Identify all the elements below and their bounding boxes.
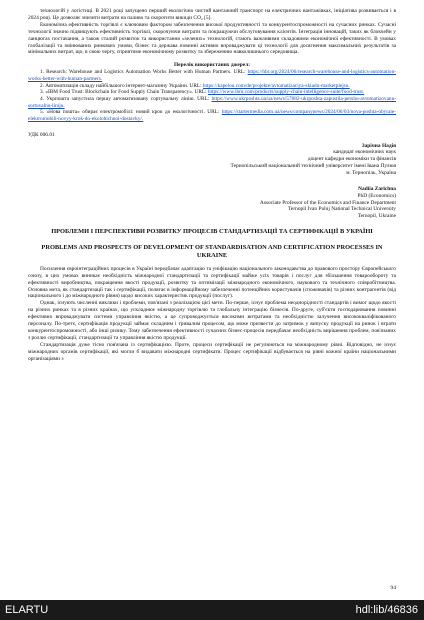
author-position-en: Associate Professor of the Economics and Finance Department	[259, 199, 396, 206]
author-degree-ua: кандидат економічних наук	[333, 149, 396, 156]
reference-item: 3. «IBM Food Trust: Blockchain for Food Supply Chain Transparency». URL: https://www.ibm.com/products/supply-chain-intelligence-suite/food-trust.	[40, 89, 365, 96]
paragraph: Посилення євроінтеграційних процесів в Україні передбачає адаптацію та уніфікацію національного законодавства до правового простору Європейського союзу, в цих умовах виникає необхідність міжнародної стандартизації та сертифікації майже усіх товарів і послуг для збільшення товарообороту та ефективності виробництва, покращення якості продукції, розвитку та оптимізації міжнародного економічного, наукового та технічного співробітництва. Основна мета, як стандартизації так і сертифікації, полягає в інформаційному забезпеченні потенційних користувачів (споживачів) та різних контрагентів (від національного і до міжнародного рівня) щодо високих характеристик продукції (послуг).	[28, 265, 396, 300]
reference-link[interactable]: https://kapelou.com/de/projekte/avtomatizaciya-skladu-marketplejsu.	[202, 82, 350, 89]
article-body	[28, 266, 396, 363]
author-university-en: Ternopil Ivan Puluj National Technical University	[288, 206, 396, 213]
reference-item: 5. «Нова пошта» обирає електромобілі: новий крок до екологічності. URL: https://startermedia.com.ua/news/companynews/2024/06/03/nova-poshta-obyraie-elektromobili-novyy-krok-do-ekolohichnoi-dostavky/.	[28, 109, 396, 123]
reference-link[interactable]: https://www.ibm.com/products/supply-chain-intelligence-suite/food-trust.	[207, 89, 365, 96]
handle-id: hdl:lib/46836	[355, 604, 418, 616]
author-degree-en: PhD (Economics)	[357, 193, 396, 199]
reference-link[interactable]: https://startermedia.com.ua/news/companynews/2024/06/03/nova-poshta-obyraie-elektromobili-novyy-krok-do-ekolohichnoi-dostavky/.	[28, 109, 396, 123]
author-ua-block	[28, 143, 396, 177]
paragraph: Економічна ефективність торгівлі є ключовим фактором забезпечення високої продуктивності та конкурентоспроможності на сучасних ринках. Сучасні технології значно підвищують ефективність торгівлі, скорочуючи витрати та покращуючи обслуговування клієнтів. Інтеграція інновацій, таких як блокчейн у ланцюгах постачання, а також сталий розвиток та використання «зелених» технологій, стають важливими складовими економічної ефективності. В умовах глобалізації та змінюваних ринкових умови, бізнес та держава повинні активно впроваджувати ці технології для досягнення максимальних результатів за мінімальних витрат, що, в свою чергу, сприятиме економічному розвитку та збереженню навколишнього середовища.	[28, 21, 396, 56]
reference-item: 2. Автоматизація складу найбільшого інтернет-магазину України. URL: https://kapelou.com/de/projekte/avtomatizaciya-skladu-marketplejsu.	[40, 82, 350, 89]
article-title-en: PROBLEMS AND PROSPECTS OF DEVELOPMENT OF STANDARDISATION AND CERTIFICATION PROCESSES IN UKRAINE	[41, 243, 383, 259]
article-title-ua: ПРОБЛЕМИ І ПЕРСПЕКТИВИ РОЗВИТКУ ПРОЦЕСІВ СТАНДАРТИЗАЦІЇ ТА СЕРТИФІКАЦІЇ В УКРАЇНІ	[51, 227, 373, 235]
udc-code: УДК 006.01	[28, 131, 55, 138]
repository-footer	[0, 600, 424, 620]
reference-item: 1. Research: Warehouse and Logistics Automation Works Better with Human Partners. URL: https://hbr.org/2024/06/research-warehouse-and-logistics-automation-works-better-with-human-partners.	[28, 69, 396, 82]
page-number: 94	[390, 585, 396, 591]
reference-link[interactable]: https://hbr.org/2024/06/research-warehouse-and-logistics-automation-works-better-with-human-partners.	[28, 69, 396, 82]
reference-item: 4. Укрпошта запустила першу автоматизовану сортувальну лінію. URL: https://www.ukrposhta.ua/ua/news/57882-ukrposhta-zapustila-pershu-avtomatizovanu-sortuvalnu-liniju.	[28, 96, 396, 109]
author-name-en: Nadiia Zarichna	[358, 186, 396, 193]
author-city-ua: м. Тернопіль, Україна	[346, 169, 396, 176]
repository-name: ELARTU	[5, 604, 49, 616]
author-university-ua: Тернопільський національний технічний університет імені Івана Пулюя	[230, 162, 396, 169]
author-position-ua: доцент кафедри економіки та фінансів	[307, 156, 396, 163]
author-name-ua: Зарічна Надія	[361, 142, 396, 149]
author-en-block	[28, 186, 396, 220]
paragraph: Однак, існують численні виклики і проблеми, пов'язані з реалізацією цієї мети. По-перше, існує проблема неоднорідності стандартів і вимог щодо якості на різних ринках та в різних країнах, що ускладнює міжнародну торгівлю та глобальну інтеграцію бізнесів. По-друге, суб'єкти господарювання повинні ефективно впроваджувати системи управління якістю, а це супроводжується високими витратами та необхідністю залучення висококваліфікованого персоналу. По-третє, сертифікація продукції займає складним і тривалим процесом, що може призвести до затримок у випуску продукції на ринок і втрати конкурентоспроможності, або інші ризику. Тому забезпечення ефективності сучасних бізнес-процесів передбачає необхідність вирішення проблем, пов'язаних з роллю сертифікації, стандартизації та управління якістю продукції.	[28, 300, 396, 341]
paragraph: технологій у логістиці. В 2021 році запущено перший екологічно чистий вантажний транспорт на електричних вантажівках, ініціатива розвивається і в 2024 році. Це дозволяє знизити витрати на паливо та скоротити викиди CO₂ [5].	[28, 8, 396, 21]
paragraph: Стандартизація дуже тісно пов'язана із сертифікацією. Проте, процеси сертифікації не регулюються на міжнародному рівні. Відповідно, не існує міжнародних органів сертифікації, які могли б видавати міжнародні сертифікати. Процес сертифікації відбувається на рівні кожної країни національними організаціями з	[28, 341, 396, 362]
reference-link[interactable]: https://www.ukrposhta.ua/ua/news/57882-ukrposhta-zapustila-pershu-avtomatizovanu-sortuvalnu-liniju.	[28, 96, 396, 109]
author-city-en: Ternopil, Ukraine	[357, 213, 396, 220]
references-heading: Перелік використаних джерел:	[173, 62, 251, 69]
page-content	[28, 8, 396, 363]
